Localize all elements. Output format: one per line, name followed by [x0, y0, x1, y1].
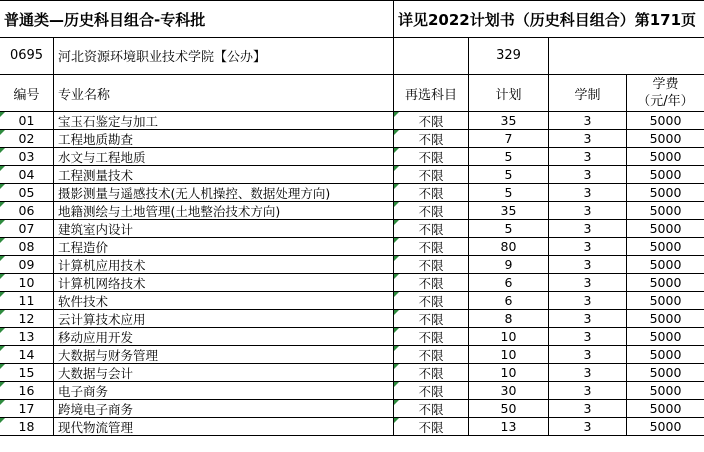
cell-subject-text: 不限 [418, 257, 444, 273]
cell-major[interactable] [54, 238, 394, 256]
cell-years-text: 3 [583, 311, 592, 326]
cell-years[interactable] [549, 274, 627, 292]
column-header-row [0, 75, 704, 112]
cell-plan[interactable] [469, 112, 549, 130]
cell-subject-text: 不限 [418, 311, 444, 327]
cell-subject[interactable] [394, 364, 469, 382]
cell-fee[interactable] [627, 220, 704, 238]
cell-subject[interactable] [394, 202, 469, 220]
cell-no[interactable] [0, 130, 54, 148]
cell-years[interactable] [549, 148, 627, 166]
error-indicator-icon [394, 148, 399, 153]
error-indicator-icon [0, 220, 5, 225]
cell-major-text: 跨境电子商务 [58, 401, 134, 417]
error-indicator-icon [394, 292, 399, 297]
cell-plan[interactable] [469, 382, 549, 400]
table-row [0, 292, 704, 310]
cell-major[interactable] [54, 130, 394, 148]
cell-years-text: 3 [583, 113, 592, 128]
school-total-plan: 329 [496, 48, 521, 63]
cell-major-text: 地籍测绘与土地管理(土地整治技术方向) [58, 203, 281, 219]
cell-fee-text: 5000 [649, 185, 682, 200]
cell-plan[interactable] [469, 130, 549, 148]
cell-no-text: 14 [18, 347, 35, 362]
cell-subject-text: 不限 [418, 221, 444, 237]
cell-plan[interactable] [469, 418, 549, 436]
error-indicator-icon [394, 112, 399, 117]
cell-plan-text: 80 [500, 239, 517, 254]
cell-subject[interactable] [394, 400, 469, 418]
cell-fee[interactable] [627, 364, 704, 382]
cell-years-text: 3 [583, 257, 592, 272]
cell-subject[interactable] [394, 292, 469, 310]
cell-no-text: 07 [18, 221, 35, 236]
cell-plan-text: 10 [500, 347, 517, 362]
cell-years[interactable] [549, 238, 627, 256]
cell-no-text: 11 [18, 293, 35, 308]
cell-major[interactable] [54, 112, 394, 130]
cell-no-text: 09 [18, 257, 35, 272]
cell-major-text: 计算机网络技术 [58, 275, 146, 291]
title-right-cell[interactable] [394, 1, 704, 38]
cell-major[interactable] [54, 400, 394, 418]
cell-years[interactable] [549, 256, 627, 274]
title-row [0, 0, 704, 38]
cell-subject[interactable] [394, 220, 469, 238]
cell-fee-text: 5000 [649, 347, 682, 362]
cell-fee-text: 5000 [649, 401, 682, 416]
cell-major[interactable] [54, 256, 394, 274]
cell-plan[interactable] [469, 148, 549, 166]
cell-subject-text: 不限 [418, 347, 444, 363]
cell-fee-text: 5000 [649, 221, 682, 236]
cell-no[interactable] [0, 400, 54, 418]
error-indicator-icon [0, 112, 5, 117]
cell-fee[interactable] [627, 328, 704, 346]
cell-plan[interactable] [469, 184, 549, 202]
cell-no-text: 04 [18, 167, 35, 182]
cell-subject[interactable] [394, 130, 469, 148]
school-code: 0695 [9, 48, 44, 63]
cell-plan[interactable] [469, 220, 549, 238]
cell-years[interactable] [549, 184, 627, 202]
error-indicator-icon [0, 364, 5, 369]
cell-major-text: 现代物流管理 [58, 419, 134, 435]
cell-major-text: 软件技术 [58, 293, 109, 309]
error-indicator-icon [394, 274, 399, 279]
table-row [0, 400, 704, 418]
cell-years-text: 3 [583, 383, 592, 398]
header-no-label: 编号 [13, 87, 40, 103]
cell-plan-text: 5 [504, 221, 513, 236]
cell-no[interactable] [0, 238, 54, 256]
table-row [0, 310, 704, 328]
cell-years-text: 3 [583, 203, 592, 218]
cell-plan[interactable] [469, 256, 549, 274]
cell-plan[interactable] [469, 274, 549, 292]
cell-major[interactable] [54, 310, 394, 328]
cell-no-text: 15 [18, 365, 35, 380]
cell-years[interactable] [549, 166, 627, 184]
cell-subject-text: 不限 [418, 293, 444, 309]
cell-plan-text: 50 [500, 401, 517, 416]
table-row [0, 184, 704, 202]
error-indicator-icon [394, 202, 399, 207]
school-row [0, 37, 704, 75]
cell-plan-text: 35 [500, 113, 517, 128]
cell-no-text: 13 [18, 329, 35, 344]
table-row [0, 274, 704, 292]
cell-fee[interactable] [627, 112, 704, 130]
cell-subject[interactable] [394, 238, 469, 256]
cell-no[interactable] [0, 256, 54, 274]
error-indicator-icon [0, 400, 5, 405]
cell-subject-text: 不限 [418, 419, 444, 435]
error-indicator-icon [394, 256, 399, 261]
cell-plan-text: 35 [500, 203, 517, 218]
cell-subject-text: 不限 [418, 239, 444, 255]
cell-fee-text: 5000 [649, 419, 682, 434]
error-indicator-icon [394, 238, 399, 243]
cell-fee[interactable] [627, 148, 704, 166]
table-row [0, 382, 704, 400]
cell-plan-text: 9 [504, 257, 513, 272]
cell-plan-text: 5 [504, 149, 513, 164]
cell-years[interactable] [549, 364, 627, 382]
cell-major-text: 水文与工程地质 [58, 149, 146, 165]
table-row [0, 418, 704, 436]
table-row [0, 346, 704, 364]
cell-subject[interactable] [394, 310, 469, 328]
cell-subject[interactable] [394, 112, 469, 130]
error-indicator-icon [394, 184, 399, 189]
cell-major[interactable] [54, 382, 394, 400]
cell-plan-text: 6 [504, 275, 513, 290]
cell-major-text: 工程地质勘查 [58, 131, 134, 147]
cell-years[interactable] [549, 220, 627, 238]
cell-major[interactable] [54, 148, 394, 166]
header-years[interactable] [549, 75, 627, 112]
cell-no-text: 06 [18, 203, 35, 218]
cell-plan[interactable] [469, 346, 549, 364]
cell-major[interactable] [54, 346, 394, 364]
cell-no[interactable] [0, 364, 54, 382]
cell-fee-text: 5000 [649, 311, 682, 326]
cell-fee-text: 5000 [649, 203, 682, 218]
table-row [0, 130, 704, 148]
cell-no-text: 01 [18, 113, 35, 128]
cell-years-text: 3 [583, 329, 592, 344]
cell-years[interactable] [549, 346, 627, 364]
table-row [0, 220, 704, 238]
title-left-cell[interactable] [0, 1, 394, 38]
error-indicator-icon [0, 202, 5, 207]
cell-subject-text: 不限 [418, 383, 444, 399]
error-indicator-icon [0, 274, 5, 279]
error-indicator-icon [394, 382, 399, 387]
cell-plan[interactable] [469, 166, 549, 184]
cell-fee[interactable] [627, 346, 704, 364]
cell-plan-text: 10 [500, 329, 517, 344]
cell-no[interactable] [0, 220, 54, 238]
cell-plan-text: 6 [504, 293, 513, 308]
cell-subject[interactable] [394, 148, 469, 166]
header-fee-unit: （元/年） [637, 94, 694, 109]
cell-subject[interactable] [394, 274, 469, 292]
error-indicator-icon [394, 364, 399, 369]
header-subject-label: 再选科目 [404, 87, 457, 103]
cell-plan-text: 13 [500, 419, 517, 434]
cell-major-text: 云计算技术应用 [58, 311, 146, 327]
cell-years[interactable] [549, 310, 627, 328]
cell-major[interactable] [54, 166, 394, 184]
cell-no[interactable] [0, 418, 54, 436]
cell-years[interactable] [549, 382, 627, 400]
cell-subject[interactable] [394, 166, 469, 184]
cell-plan[interactable] [469, 364, 549, 382]
header-fee-label: 学费 [652, 77, 679, 92]
batch-title: 普通类—历史科目组合-专科批 [4, 10, 206, 29]
cell-years[interactable] [549, 292, 627, 310]
cell-years-text: 3 [583, 221, 592, 236]
cell-subject-text: 不限 [418, 167, 444, 183]
error-indicator-icon [0, 292, 5, 297]
cell-years[interactable] [549, 418, 627, 436]
error-indicator-icon [394, 400, 399, 405]
school-name: 河北资源环境职业技术学院【公办】 [58, 50, 267, 65]
cell-fee-text: 5000 [649, 131, 682, 146]
cell-major-text: 建筑室内设计 [58, 221, 134, 237]
header-major-label: 专业名称 [58, 87, 111, 103]
cell-major[interactable] [54, 202, 394, 220]
cell-plan-text: 5 [504, 167, 513, 182]
cell-no-text: 08 [18, 239, 35, 254]
error-indicator-icon [0, 166, 5, 171]
cell-major-text: 电子商务 [58, 383, 109, 399]
cell-major-text: 大数据与会计 [58, 365, 134, 381]
cell-subject[interactable] [394, 418, 469, 436]
cell-major[interactable] [54, 418, 394, 436]
cell-years-text: 3 [583, 365, 592, 380]
cell-plan[interactable] [469, 328, 549, 346]
school-empty-cell[interactable] [549, 37, 704, 75]
error-indicator-icon [394, 346, 399, 351]
cell-years[interactable] [549, 130, 627, 148]
cell-years-text: 3 [583, 131, 592, 146]
cell-fee-text: 5000 [649, 113, 682, 128]
cell-subject[interactable] [394, 346, 469, 364]
cell-fee[interactable] [627, 400, 704, 418]
header-fee[interactable] [627, 75, 704, 112]
cell-major[interactable] [54, 184, 394, 202]
cell-years-text: 3 [583, 401, 592, 416]
cell-no[interactable] [0, 346, 54, 364]
header-no[interactable] [0, 75, 54, 112]
school-code-cell[interactable] [0, 37, 54, 75]
cell-no[interactable] [0, 328, 54, 346]
cell-fee[interactable] [627, 184, 704, 202]
cell-no[interactable] [0, 148, 54, 166]
cell-major[interactable] [54, 328, 394, 346]
cell-major-text: 摄影测量与遥感技术(无人机操控、数据处理方向) [58, 185, 331, 201]
cell-major-text: 移动应用开发 [58, 329, 134, 345]
header-plan-label: 计划 [495, 87, 522, 103]
cell-plan-text: 8 [504, 311, 513, 326]
cell-plan[interactable] [469, 400, 549, 418]
cell-no[interactable] [0, 112, 54, 130]
cell-fee-text: 5000 [649, 149, 682, 164]
cell-years[interactable] [549, 112, 627, 130]
error-indicator-icon [0, 418, 5, 423]
school-subject-cell[interactable] [394, 37, 469, 75]
cell-subject-text: 不限 [418, 365, 444, 381]
table-row [0, 166, 704, 184]
cell-subject-text: 不限 [418, 275, 444, 291]
cell-major[interactable] [54, 274, 394, 292]
cell-years[interactable] [549, 400, 627, 418]
error-indicator-icon [0, 184, 5, 189]
cell-subject[interactable] [394, 256, 469, 274]
cell-major-text: 工程测量技术 [58, 167, 134, 183]
cell-years-text: 3 [583, 275, 592, 290]
header-plan[interactable] [469, 75, 549, 112]
cell-years-text: 3 [583, 167, 592, 182]
error-indicator-icon [0, 382, 5, 387]
cell-no-text: 03 [18, 149, 35, 164]
error-indicator-icon [394, 418, 399, 423]
cell-subject-text: 不限 [418, 401, 444, 417]
cell-major[interactable] [54, 220, 394, 238]
cell-years-text: 3 [583, 185, 592, 200]
cell-fee-text: 5000 [649, 365, 682, 380]
cell-no-text: 18 [18, 419, 35, 434]
cell-years[interactable] [549, 328, 627, 346]
error-indicator-icon [0, 238, 5, 243]
cell-plan[interactable] [469, 292, 549, 310]
cell-fee[interactable] [627, 166, 704, 184]
table-row [0, 112, 704, 130]
table-row [0, 202, 704, 220]
cell-subject-text: 不限 [418, 113, 444, 129]
cell-fee[interactable] [627, 382, 704, 400]
cell-subject-text: 不限 [418, 185, 444, 201]
cell-subject[interactable] [394, 382, 469, 400]
error-indicator-icon [394, 310, 399, 315]
cell-fee-text: 5000 [649, 293, 682, 308]
cell-years-text: 3 [583, 149, 592, 164]
error-indicator-icon [394, 328, 399, 333]
cell-no[interactable] [0, 274, 54, 292]
cell-fee[interactable] [627, 310, 704, 328]
cell-fee[interactable] [627, 418, 704, 436]
cell-subject-text: 不限 [418, 329, 444, 345]
error-indicator-icon [394, 220, 399, 225]
error-indicator-icon [0, 346, 5, 351]
cell-no[interactable] [0, 292, 54, 310]
cell-fee-text: 5000 [649, 275, 682, 290]
school-plan-cell[interactable] [469, 37, 549, 75]
error-indicator-icon [0, 328, 5, 333]
cell-years-text: 3 [583, 239, 592, 254]
cell-subject[interactable] [394, 328, 469, 346]
cell-fee[interactable] [627, 130, 704, 148]
cell-no-text: 17 [18, 401, 35, 416]
cell-fee[interactable] [627, 238, 704, 256]
cell-plan-text: 30 [500, 383, 517, 398]
school-name-cell[interactable] [54, 37, 394, 75]
cell-major-text: 计算机应用技术 [58, 257, 146, 273]
cell-no-text: 16 [18, 383, 35, 398]
cell-plan-text: 5 [504, 185, 513, 200]
cell-no[interactable] [0, 202, 54, 220]
error-indicator-icon [0, 256, 5, 261]
cell-plan-text: 7 [504, 131, 513, 146]
cell-plan[interactable] [469, 238, 549, 256]
header-subject[interactable] [394, 75, 469, 112]
table-row [0, 238, 704, 256]
cell-no-text: 05 [18, 185, 35, 200]
cell-subject-text: 不限 [418, 203, 444, 219]
table-row [0, 364, 704, 382]
cell-plan-text: 10 [500, 365, 517, 380]
table-row [0, 148, 704, 166]
error-indicator-icon [394, 130, 399, 135]
cell-subject-text: 不限 [418, 149, 444, 165]
cell-years-text: 3 [583, 419, 592, 434]
cell-major-text: 大数据与财务管理 [58, 347, 159, 363]
cell-fee-text: 5000 [649, 257, 682, 272]
cell-major-text: 工程造价 [58, 239, 109, 255]
cell-no[interactable] [0, 382, 54, 400]
cell-major-text: 宝玉石鉴定与加工 [58, 113, 159, 129]
cell-years-text: 3 [583, 347, 592, 362]
cell-years-text: 3 [583, 293, 592, 308]
cell-major[interactable] [54, 364, 394, 382]
cell-fee[interactable] [627, 256, 704, 274]
cell-fee-text: 5000 [649, 167, 682, 182]
cell-no-text: 10 [18, 275, 35, 290]
table-row [0, 328, 704, 346]
error-indicator-icon [0, 130, 5, 135]
cell-no-text: 02 [18, 131, 35, 146]
cell-fee-text: 5000 [649, 383, 682, 398]
header-years-label: 学制 [574, 87, 601, 103]
cell-subject[interactable] [394, 184, 469, 202]
error-indicator-icon [0, 310, 5, 315]
cell-subject-text: 不限 [418, 131, 444, 147]
cell-fee[interactable] [627, 292, 704, 310]
cell-fee[interactable] [627, 274, 704, 292]
cell-no[interactable] [0, 166, 54, 184]
cell-fee[interactable] [627, 202, 704, 220]
cell-no[interactable] [0, 184, 54, 202]
cell-years[interactable] [549, 202, 627, 220]
cell-plan[interactable] [469, 310, 549, 328]
cell-major[interactable] [54, 292, 394, 310]
error-indicator-icon [0, 148, 5, 153]
cell-plan[interactable] [469, 202, 549, 220]
cell-no[interactable] [0, 310, 54, 328]
header-major[interactable] [54, 75, 394, 112]
table-row [0, 256, 704, 274]
cell-no-text: 12 [18, 311, 35, 326]
cell-fee-text: 5000 [649, 239, 682, 254]
cell-fee-text: 5000 [649, 329, 682, 344]
page-reference: 详见2022计划书（历史科目组合）第171页 [398, 10, 697, 29]
error-indicator-icon [394, 166, 399, 171]
